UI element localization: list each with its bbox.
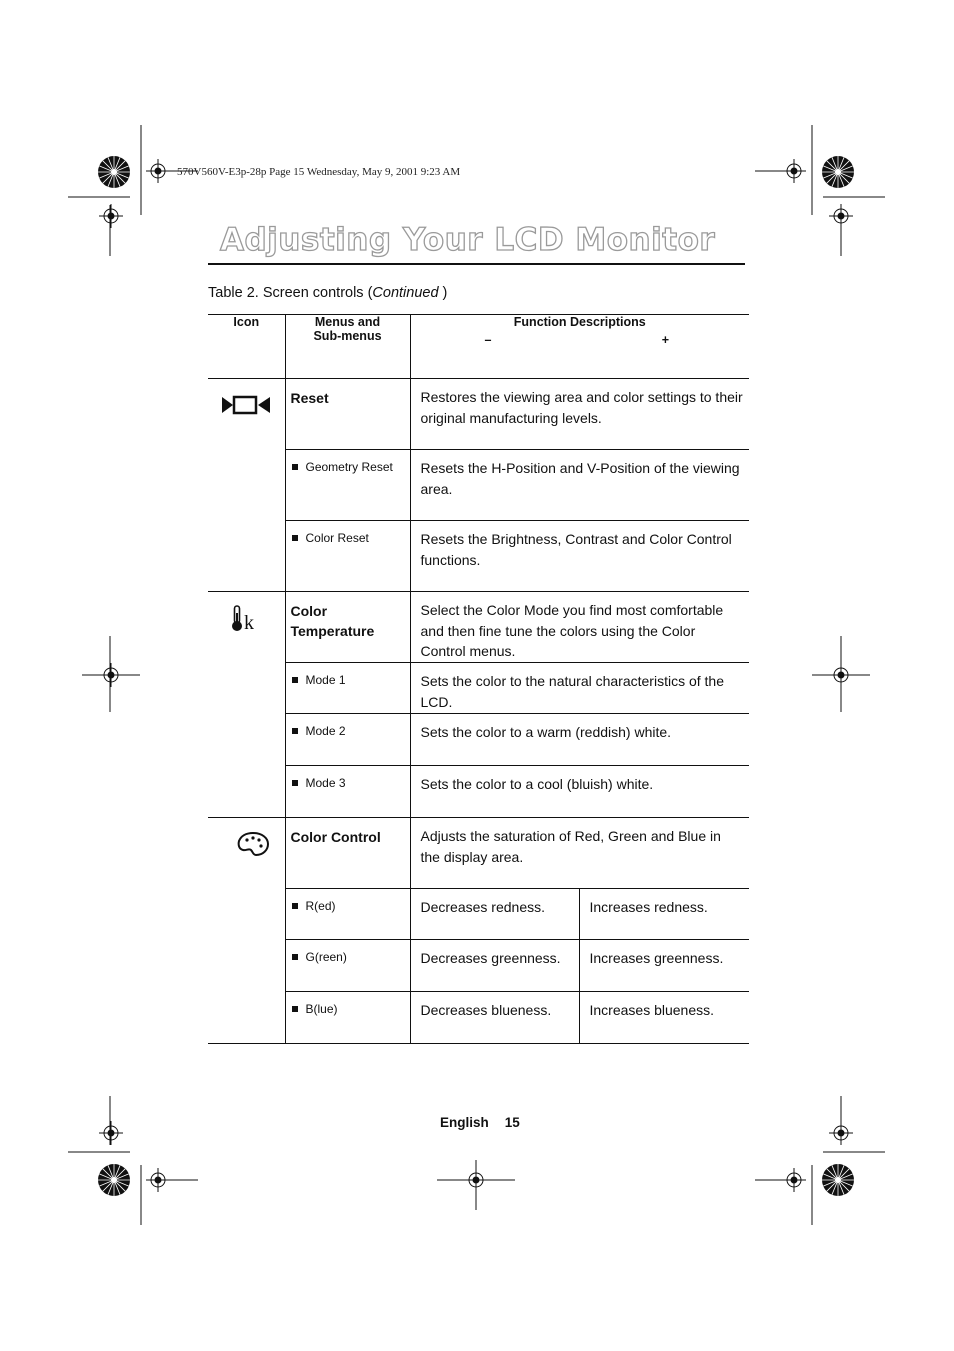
header-icon: Icon <box>208 315 285 379</box>
sub-mode-1 <box>285 663 410 714</box>
bullet-icon <box>292 1006 298 1012</box>
sub-red <box>285 889 410 940</box>
table-row <box>208 940 749 992</box>
bullet-icon <box>292 535 298 541</box>
title-rule <box>208 263 745 265</box>
reset-icon-cell <box>208 379 285 592</box>
bullet-icon <box>292 677 298 683</box>
bullet-icon <box>292 780 298 786</box>
caption-prefix: Table 2. Screen controls ( <box>208 285 373 301</box>
palette-icon <box>236 830 270 858</box>
header-function <box>410 315 749 379</box>
svg-text:k: k <box>244 612 254 634</box>
palette-icon-cell <box>208 818 285 1044</box>
table-row <box>208 592 749 663</box>
sub-green <box>285 940 410 992</box>
sub-label: Mode 1 <box>305 673 346 687</box>
thermometer-icon-cell <box>208 592 285 818</box>
desc-mode-1: Sets the color to the natural characteristics of the LCD. <box>410 663 749 714</box>
table-row <box>208 766 749 818</box>
header-plus: + <box>661 333 670 347</box>
sub-label: B(lue) <box>305 1002 338 1016</box>
table-header-row <box>208 315 749 379</box>
desc-blue-minus: Decreases blueness. <box>410 992 579 1044</box>
header-menus-line1: Menus and <box>314 315 381 329</box>
screen-controls-table <box>208 314 749 1044</box>
sub-color-reset <box>285 521 410 592</box>
caption-suffix: ) <box>438 285 448 301</box>
sub-label: Geometry Reset <box>305 460 393 474</box>
desc-green-minus: Decreases greenness. <box>410 940 579 992</box>
bullet-icon <box>292 903 298 909</box>
desc-mode-3: Sets the color to a cool (bluish) white. <box>410 766 749 818</box>
table-row <box>208 818 749 889</box>
desc-blue-plus: Increases blueness. <box>579 992 749 1044</box>
bullet-icon <box>292 728 298 734</box>
table-row <box>208 663 749 714</box>
header-menus-line2: Sub-menus <box>313 329 382 343</box>
header-minus: – <box>484 333 492 347</box>
sub-label: Mode 3 <box>305 776 346 790</box>
sub-blue <box>285 992 410 1044</box>
thermometer-kelvin-icon <box>230 604 262 634</box>
menu-color-temperature <box>285 592 410 663</box>
table-row <box>208 379 749 450</box>
menu-line: Color <box>290 603 328 619</box>
desc-green-plus: Increases greenness. <box>579 940 749 992</box>
page-footer <box>440 1115 520 1130</box>
page-title: Adjusting Your LCD Monitor <box>220 222 716 258</box>
sub-label: R(ed) <box>305 899 336 913</box>
footer-language: English <box>440 1115 489 1130</box>
desc-color-reset: Resets the Brightness, Contrast and Color Control functions. <box>410 521 749 592</box>
sub-mode-3 <box>285 766 410 818</box>
desc-red-plus: Increases redness. <box>579 889 749 940</box>
menu-color-control: Color Control <box>285 818 410 889</box>
table-row <box>208 714 749 766</box>
desc-mode-2: Sets the color to a warm (reddish) white. <box>410 714 749 766</box>
bullet-icon <box>292 464 298 470</box>
print-slug: 570V560V-E3p-28p Page 15 Wednesday, May 9, 2001 9:23 AM <box>177 166 461 178</box>
desc-color-temperature: Select the Color Mode you find most comfortable and then fine tune the colors using the Color Control menus. <box>410 592 749 663</box>
sub-label: G(reen) <box>305 950 347 964</box>
table-row <box>208 889 749 940</box>
sub-mode-2 <box>285 714 410 766</box>
desc-red-minus: Decreases redness. <box>410 889 579 940</box>
desc-geometry-reset: Resets the H-Position and V-Position of the viewing area. <box>410 450 749 521</box>
sub-geometry-reset <box>285 450 410 521</box>
menu-line: Temperature <box>290 623 375 639</box>
desc-reset: Restores the viewing area and color settings to their original manufacturing levels. <box>410 379 749 450</box>
sub-label: Color Reset <box>305 531 369 545</box>
caption-emph: Continued <box>372 285 439 301</box>
sub-label: Mode 2 <box>305 724 346 738</box>
table-caption <box>208 285 447 301</box>
reset-icon <box>222 394 272 416</box>
table-row <box>208 450 749 521</box>
footer-page-number: 15 <box>504 1115 520 1130</box>
header-function-label: Function Descriptions <box>513 315 646 329</box>
bullet-icon <box>292 954 298 960</box>
table-row <box>208 521 749 592</box>
header-menus <box>285 315 410 379</box>
table-row <box>208 992 749 1044</box>
menu-reset: Reset <box>285 379 410 450</box>
desc-color-control: Adjusts the saturation of Red, Green and Blue in the display area. <box>410 818 749 889</box>
